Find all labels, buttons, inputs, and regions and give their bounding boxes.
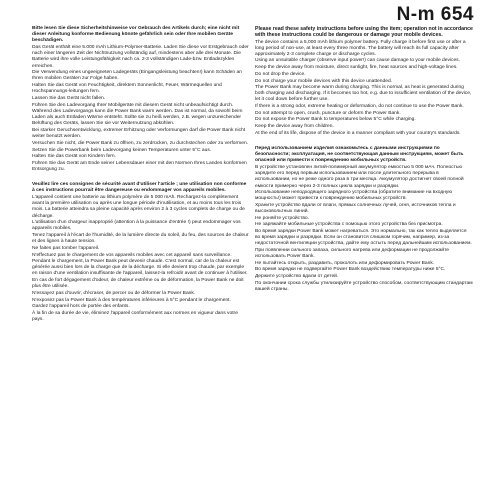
paragraph: Gardez l'appareil hors de portée des enfants.	[32, 304, 130, 310]
paragraph: Не роняйте устройство.	[255, 215, 309, 221]
paragraph: Keep the device away from children.	[255, 124, 334, 130]
paragraph: Не пытайтесь открыть, раздавить, проколоть или деформировать Power Bank.	[255, 260, 435, 266]
section-de	[32, 26, 250, 173]
section-heading: Please read these safety instructions before using the item; operation not in accordance with these instructions could be dangerous or damage your mobile devices.	[255, 26, 473, 39]
left-column	[32, 26, 250, 332]
paragraph: Ne faites pas tomber l'appareil.	[32, 245, 100, 251]
paragraph: Использование неподходящего зарядного устройства (обратите внимание на входную мощность!) может привести к повреждению мобильных устройств.	[255, 190, 453, 202]
paragraph: The device contains a 5,000 mAh lithium polymer battery. Fully charge it before first use or after a long period of non-use, at least every three months. The battery will reach its full capacity after approximately 2-3 complete charge or discharge cycles.	[255, 39, 466, 57]
paragraph: N'essayez pas d'ouvrir, d'écraser, de percer ou de déformer la Power Bank.	[32, 290, 196, 296]
paragraph: Do not expose the Power Bank to temperatures below 5°C while charging.	[255, 117, 416, 123]
paragraph: Во время зарядки Power Bank может нагреваться. Это нормально, так как тепло выделяется во время зарядки и разрядки. Если он становится слишком горячим, например, из-за недостаточной вентиляции устройства, дайте ему остыть перед дальнейшим использованием.	[255, 229, 472, 247]
paragraph: En cas de fort dégagement d'odeur, de chaleur extrême ou de déformation, la Power Bank ne doit plus être utilisée.	[32, 278, 244, 290]
paragraph: The Power Bank may become warm during charging. This is normal, as heat is generated during both charging and discharging. If it becomes too hot, e.g. due to insufficient ventilation of the device, let it cool down before further use.	[255, 85, 472, 103]
paragraph: N'exposez pas la Power Bank à des températures inférieures à 5°C pendant le chargement.	[32, 297, 231, 303]
paragraph: Do not charge your mobile devices with this device unattended.	[255, 78, 393, 84]
paragraph: Die Verwendung eines ungeeigneten Ladegeräts (Eingangsleistung beachten!) kann Schäden an Ihren mobilen Geräten zur Folge haben.	[32, 70, 242, 82]
paragraph: Halten Sie das Gerät von Feuchtigkeit, direktem Sonnenlicht, Feuer, Wärmequellen und Hochspannungs-leitungen fern.	[32, 83, 222, 95]
paragraph: В устройстве установлен литий-полимерный аккумулятор емкостью 5 000 мАч. Полностью зарядите его перед первым использованием или после длительного перерыва в использовании, но не реже одного раза в три месяца. Аккумулятор достигнет своей полной емкости примерно через 2-3 полных цикла зарядки и разрядки.	[255, 165, 464, 189]
paragraph: Bei starker Geruchsentwicklung, extremer Erhitzung oder Verformungen darf die Power Bank nicht weiter benutzt werden.	[32, 128, 246, 140]
section-en	[255, 26, 473, 137]
section-fr	[32, 182, 250, 323]
paragraph: Pendant le chargement, la Power Bank peut devenir chaude. C'est normal, car de la chaleur est générée aussi bien lors de la charge que de la décharge. Si elle devient trop chaude, par exemple en raison d'une ventilation insuffisante de l'appareil, laissez-la refroidir avant de continuer à l'utiliser.	[32, 259, 248, 277]
section-heading: Bitte lesen Sie diese Sicherheitshinweise vor Gebrauch des Artikels durch; eine nicht mit dieser Anleitung konforme Bedienung könnte gefährlich sein oder Ihre mobilen Geräte beschädigen.	[32, 26, 240, 44]
paragraph: Während des Ladevorgangs kann die Power Bank warm werden. Das ist normal, da sowohl beim Laden als auch Entladen Wärme entsteht. Sollte sie zu heiß werden, z.B. wegen unzureichender Belüftung des Geräts, lassen Sie sie vor Weiternutzung abkühlen.	[32, 109, 243, 127]
paragraph: Führen Sie das Gerät am Ende seiner Lebensdauer einer mit den Normen Ihres Landes konformen Entsorgung zu.	[32, 160, 247, 172]
right-column	[255, 26, 473, 302]
paragraph: Храните устройство вдали от влаги, прямых солнечных лучей, огня, источников тепла и высоковольтных линий.	[255, 202, 456, 215]
paragraph: Keep the device away from moisture, direct sunlight, fire, heat sources and high-voltage lines.	[255, 65, 458, 71]
paragraph: À la fin de sa durée de vie, éliminez l'appareil conformément aux normes en vigueur dans votre pays.	[32, 310, 238, 322]
paragraph: Do not attempt to open, crush, puncture or deform the Power Bank.	[255, 110, 401, 116]
paragraph: Versuchen Sie nicht, die Power Bank zu öffnen, zu zerdrücken, zu durchstechen oder zu verformen.	[32, 140, 249, 146]
paragraph: N'effectuez pas le chargement de vos appareils mobiles avec cet appareil sans surveillance.	[32, 252, 232, 258]
paragraph: При появлении сильного запаха, сильного нагрева или деформации не продолжайте использовать Power Bank.	[255, 248, 449, 260]
paragraph: Führen Sie den Ladevorgang Ihrer Mobilgeräte mit diesem Gerät nicht unbeaufsichtigt durch.	[32, 102, 234, 108]
paragraph: Halten Sie das Gerät von Kindern fern.	[32, 154, 117, 160]
paragraph: Das Gerät enthält eine 5.000 mAh Lithium-Polymer-Batterie. Laden Sie diese vor Erstgebrauch oder nach einer längeren Zeit der Nichtnutzung vollständig auf, mindestens aber alle drei Monate. Die Batterie wird ihre volle Leistungsfähigkeit nach ca. 2-3 vollständigen Lade-bzw. Entladezyklen erreichen.	[32, 45, 249, 69]
paragraph: If there is a strong odor, extreme heating or deformation, do not continue to use the Power Bank.	[255, 104, 464, 110]
paragraph: L'appareil contient une batterie au lithium polymère de 5 000 mAh. Rechargez-la complètement avant la première utilisation ou après une longue période d'inutilisation, et au moins tous les trois mois. La batterie atteindra sa pleine capacité après environ 2 à 3 cycles complets de charge ou de décharge.	[32, 195, 245, 219]
section-ru	[255, 146, 473, 293]
paragraph: At the end of its life, dispose of the device in a manner compliant with your country's standards.	[255, 130, 461, 136]
paragraph: L'utilisation d'un chargeur inapproprié (attention à la puissance d'entrée !) peut endommager vos appareils mobiles.	[32, 220, 241, 232]
paragraph: Держите устройство вдали от детей.	[255, 274, 339, 280]
paragraph: Не заряжайте мобильные устройства с помощью этого устройства без присмотра.	[255, 222, 443, 228]
paragraph: Do not drop the device.	[255, 71, 306, 77]
paragraph: По окончании срока службы утилизируйте устройство способом, соответствующим стандартам вашей страны.	[255, 280, 473, 292]
paragraph: Tenez l'appareil à l'écart de l'humidité, de la lumière directe du soleil, du feu, des sources de chaleur et des lignes à haute tension.	[32, 233, 249, 245]
paragraph: Lassen Sie das Gerät nicht fallen.	[32, 95, 106, 101]
paragraph: Setzen Sie die Powerbank beim Ladevorgang keinen Temperaturen unter 5°C aus.	[32, 147, 212, 153]
section-heading: Veuillez lire ces consignes de sécurité avant d'utiliser l'article ; une utilisation non conforme à ces instructions pourrait être dangereuse ou endommager vos appareils mobiles.	[32, 182, 247, 194]
paragraph: Using an unsuitable charger (observe input power!) can cause damage to your mobile devices.	[255, 58, 460, 64]
model-number: N-m 654	[396, 4, 474, 25]
section-heading: Перед использованием изделия ознакомьтесь с данными инструкциями по безопасности; эксплуатация, не соответствующая данным инструкциям, может быть опасной или привести к повреждению мобильных устройств.	[255, 145, 464, 164]
paragraph: Во время зарядки не подвергайте Power Bank воздействию температуры ниже 5°C.	[255, 267, 446, 273]
